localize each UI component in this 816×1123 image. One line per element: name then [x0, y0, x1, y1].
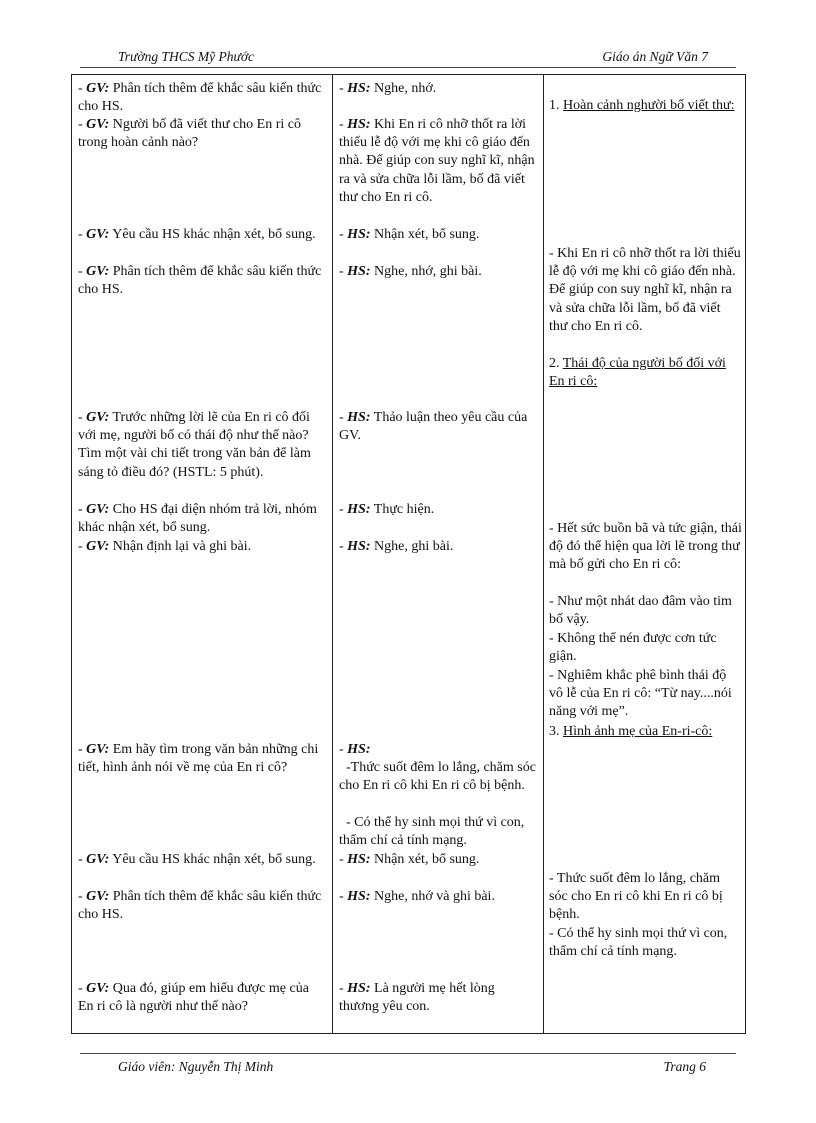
teacher-activity: - GV: Phân tích thêm để khắc sâu kiến thức cho HS. [78, 81, 322, 115]
student-activity: - HS: Là người mẹ hết lòng thương yêu con. [339, 981, 495, 1015]
teacher-activity: - GV: Phân tích thêm để khắc sâu kiến thức cho HS. [78, 889, 322, 923]
teacher-activity: - GV: Em hãy tìm trong văn bản những chi tiết, hình ảnh nói về mẹ của En ri cô? [78, 742, 319, 776]
student-activity: - HS: [339, 742, 371, 757]
student-activity: - HS: Khi En ri cô nhỡ thốt ra lời thiếu lễ độ với mẹ khi cô giáo đến nhà. Để giúp con suy nghĩ kĩ, nhận ra và sửa chữa lỗi lầm, bố đã viết thư cho En ri cô. [339, 117, 535, 205]
content-paragraph: - Thức suốt đêm lo lắng, chăm sóc cho En ri cô khi En ri cô bị bệnh. [549, 871, 723, 923]
content-paragraph: - Nghiêm khắc phê bình thái độ vô lễ của En ri cô: “Từ nay....nói năng với mẹ”. [549, 668, 732, 720]
student-activity-column [333, 75, 544, 1033]
lesson-content-column [544, 75, 747, 1033]
content-paragraph: - Hết sức buồn bã và tức giận, thái độ đó thể hiện qua lời lẽ trong thư mà bố gửi cho En ri cô: [549, 521, 742, 573]
student-activity: - HS: Nghe, nhớ, ghi bài. [339, 264, 482, 279]
section-heading-1: 1. Hoàn cảnh nghười bố viết thư: [549, 98, 735, 113]
student-activity: - HS: Nghe, nhớ. [339, 81, 437, 96]
teacher-activity: - GV: Trước những lời lẽ của En ri cô đối với mẹ, người bố có thái độ như thế nào? Tìm một vài chi tiết trong văn bản để làm sáng tỏ điều đó? (HSTL: 5 phút). [78, 410, 311, 480]
content-paragraph: - Có thể hy sinh mọi thứ vì con, thẩm chí cả tính mạng. [549, 926, 728, 960]
teacher-activity: - GV: Yêu cầu HS khác nhận xét, bổ sung. [78, 852, 316, 867]
content-paragraph: - Khi En ri cô nhỡ thốt ra lời thiếu lễ độ với mẹ khi cô giáo đến nhà. Để giúp con suy nghĩ kĩ, nhận ra và sửa chữa lỗi lầm, bố đã viết thư cho En ri cô. [549, 246, 741, 334]
student-activity: - HS: Thảo luận theo yêu cầu của GV. [339, 410, 528, 444]
teacher-activity: - GV: Phân tích thêm để khắc sâu kiến thức cho HS. [78, 264, 322, 298]
student-activity: - HS: Nghe, nhớ và ghi bài. [339, 889, 495, 904]
student-activity: - HS: Nhận xét, bổ sung. [339, 852, 480, 867]
teacher-activity: - GV: Người bố đã viết thư cho En ri cô trong hoàn cảnh nào? [78, 117, 301, 151]
student-activity-detail: -Thức suốt đêm lo lắng, chăm sóc cho En ri cô khi En ri cô bị bệnh. [339, 760, 536, 794]
teacher-activity-column [72, 75, 333, 1033]
page-header [80, 47, 736, 68]
page-footer [80, 1053, 736, 1078]
teacher-activity: - GV: Cho HS đại diện nhóm trả lời, nhóm khác nhận xét, bổ sung. [78, 502, 317, 536]
section-heading-2: 2. Thái độ của người bố đối với En ri cô: [549, 356, 726, 390]
student-activity: - HS: Nghe, ghi bài. [339, 539, 454, 554]
section-heading-3: 3. Hình ảnh mẹ của En-ri-cô: [549, 724, 713, 739]
content-paragraph: - Không thể nén được cơn tức giận. [549, 631, 717, 665]
student-activity: - HS: Thực hiện. [339, 502, 435, 517]
teacher-activity: - GV: Qua đó, giúp em hiểu được mẹ của En ri cô là người như thế nào? [78, 981, 309, 1015]
subject-title: Giáo án Ngữ Văn 7 [602, 49, 708, 64]
content-paragraph: - Như một nhát dao đâm vào tim bố vậy. [549, 594, 732, 628]
school-name: Trường THCS Mỹ Phước [118, 49, 255, 64]
student-activity: - HS: Nhận xét, bổ sung. [339, 227, 480, 242]
teacher-activity: - GV: Nhận định lại và ghi bài. [78, 539, 252, 554]
page-number: Trang 6 [663, 1059, 706, 1074]
student-activity-detail: - Có thể hy sinh mọi thứ vì con, thẩm chí cả tính mạng. [339, 815, 525, 849]
teacher-name: Giáo viên: Nguyễn Thị Minh [118, 1059, 274, 1074]
lesson-table [71, 74, 746, 1034]
teacher-activity: - GV: Yêu cầu HS khác nhận xét, bổ sung. [78, 227, 316, 242]
